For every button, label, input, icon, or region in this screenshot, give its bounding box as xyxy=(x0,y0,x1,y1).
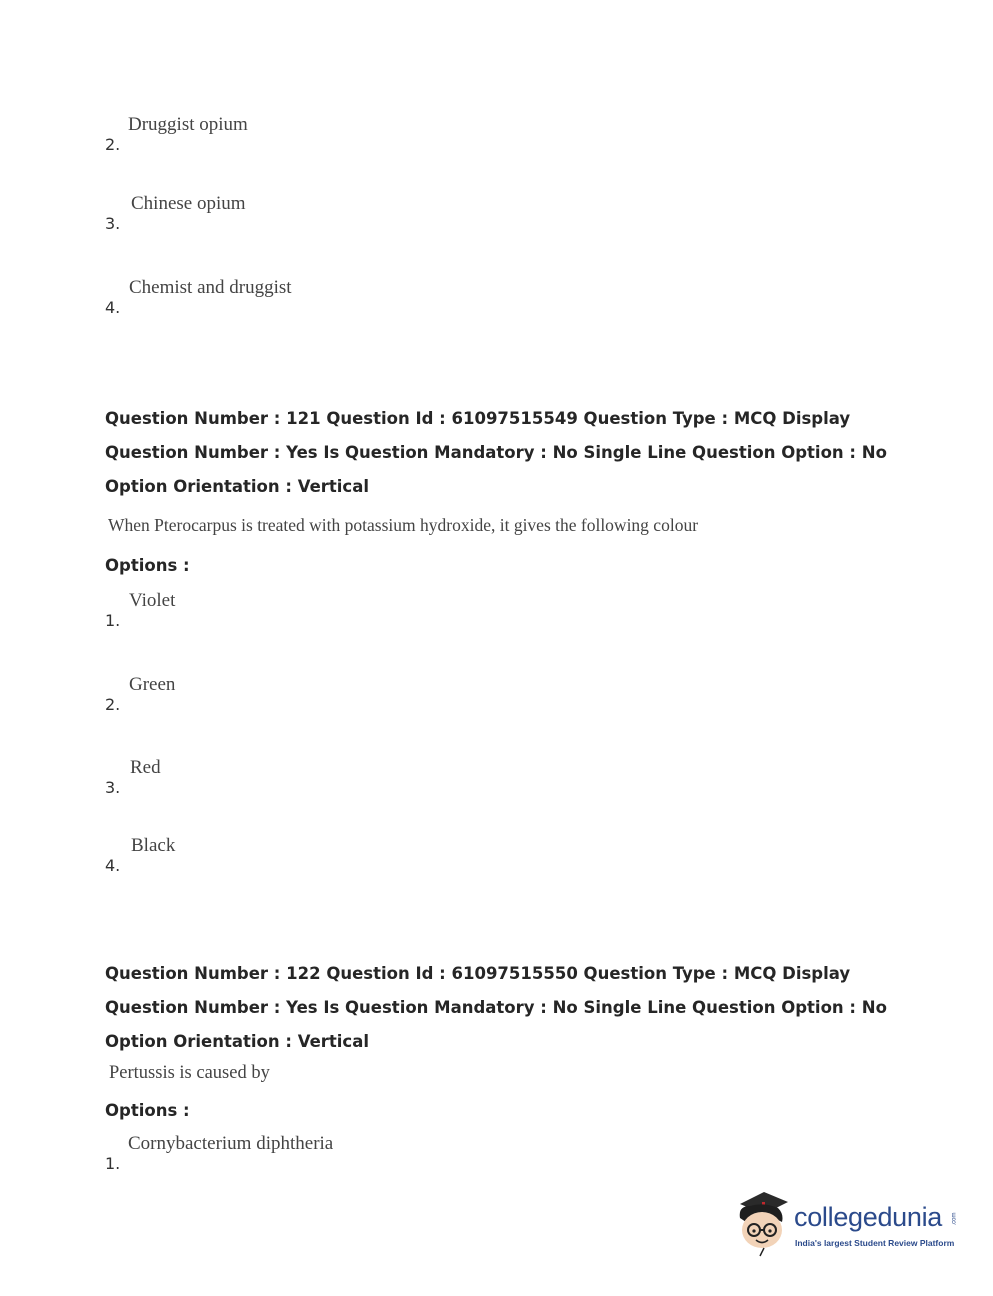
option-item xyxy=(105,757,405,797)
question-header: Question Number : 122 Question Id : 61097515550 Question Type : MCQ Display Question Number : Yes Is Question Mandatory : No Single Line Question Option : No Option Orientation : Vertical xyxy=(105,964,887,1051)
question-text: Pertussis is caused by xyxy=(109,1063,270,1083)
question-header: Question Number : 121 Question Id : 61097515549 Question Type : MCQ Display Question Number : Yes Is Question Mandatory : No Single Line Question Option : No Option Orientation : Vertical xyxy=(105,409,887,496)
option-number: 1. xyxy=(105,611,121,630)
brand-domain: .com xyxy=(951,1212,958,1226)
brand-tagline: India's largest Student Review Platform xyxy=(795,1238,955,1248)
option-number: 3. xyxy=(105,214,121,233)
brand-name: collegedunia xyxy=(794,1202,943,1232)
option-item xyxy=(105,193,405,233)
option-text: Black xyxy=(131,835,176,856)
option-number: 4. xyxy=(105,856,121,875)
options-label: Options : xyxy=(105,1101,190,1120)
option-text: Green xyxy=(129,674,176,695)
option-text: Chemist and druggist xyxy=(129,277,292,298)
option-number: 1. xyxy=(105,1154,121,1173)
option-item xyxy=(105,114,405,154)
options-label: Options : xyxy=(105,556,190,575)
option-item xyxy=(105,835,405,875)
option-item xyxy=(105,277,405,317)
option-text: Druggist opium xyxy=(128,114,248,135)
option-text: Chinese opium xyxy=(131,193,246,214)
option-item xyxy=(105,590,405,630)
option-number: 4. xyxy=(105,298,121,317)
question-text: When Pterocarpus is treated with potassium hydroxide, it gives the following colour xyxy=(108,515,699,535)
option-text: Violet xyxy=(129,590,176,611)
option-number: 3. xyxy=(105,778,121,797)
option-number: 2. xyxy=(105,135,121,154)
option-text: Red xyxy=(130,757,161,778)
option-item xyxy=(105,674,405,714)
option-text: Cornybacterium diphtheria xyxy=(128,1133,334,1154)
collegedunia-logo xyxy=(734,1188,964,1258)
student-mascot-icon xyxy=(734,1188,796,1258)
option-number: 2. xyxy=(105,695,121,714)
option-item xyxy=(105,1133,405,1173)
